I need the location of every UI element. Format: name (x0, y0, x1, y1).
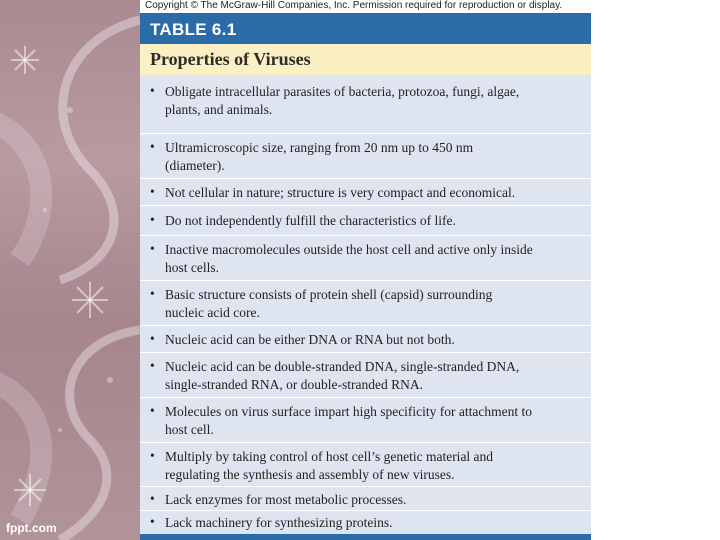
row-text-line: plants, and animals. (165, 101, 273, 117)
bullet-icon: • (150, 448, 155, 463)
row-text-line: Basic structure consists of protein shell (capsid) surrounding (165, 287, 493, 302)
table-label: TABLE 6.1 (140, 13, 591, 44)
bullet-icon: • (150, 83, 155, 98)
row-text-line: Ultramicroscopic size, ranging from 20 nm up to 450 nm (165, 140, 474, 155)
table-row (140, 75, 591, 134)
row-text-line: Not cellular in nature; structure is very compact and economical. (165, 185, 516, 200)
table-row (140, 179, 591, 206)
row-text-line: Inactive macromolecules outside the host cell and active only inside (165, 242, 533, 257)
row-text-line: Multiply by taking control of host cell’s genetic material and (165, 449, 494, 464)
row-text-line: Lack machinery for synthesizing proteins. (165, 515, 393, 530)
copyright-notice: Copyright © The McGraw-Hill Companies, Inc. Permission required for reproduction or display. (145, 0, 563, 11)
table-title: Properties of Viruses (140, 44, 591, 75)
watermark-text: fppt.com (6, 521, 57, 535)
bullet-icon: • (150, 286, 155, 301)
row-text-line: host cell. (165, 421, 214, 437)
table-row (140, 511, 591, 534)
table-row (140, 398, 591, 443)
table-row (140, 487, 591, 511)
bullet-icon: • (150, 212, 155, 227)
row-text-line: Nucleic acid can be either DNA or RNA but not both. (165, 332, 455, 347)
bullet-icon: • (150, 514, 155, 529)
bullet-icon: • (150, 184, 155, 199)
row-text-line: Lack enzymes for most metabolic processes. (165, 492, 407, 507)
decorative-side-panel (0, 0, 140, 540)
table-row (140, 236, 591, 281)
bullet-icon: • (150, 241, 155, 256)
row-text-line: regulating the synthesis and assembly of new viruses. (165, 466, 455, 482)
row-text-line: host cells. (165, 259, 219, 275)
row-text-line: single-stranded RNA, or double-stranded RNA. (165, 376, 423, 392)
table-row (140, 326, 591, 353)
swirl-pattern-icon (0, 0, 140, 540)
row-text-line: (diameter). (165, 157, 225, 173)
table-row (140, 353, 591, 398)
row-text-line: nucleic acid core. (165, 304, 260, 320)
bullet-icon: • (150, 139, 155, 154)
row-text-line: Nucleic acid can be double-stranded DNA, single-stranded DNA, (165, 359, 520, 374)
properties-table (140, 13, 591, 540)
table-row (140, 281, 591, 326)
table-row (140, 134, 591, 179)
bullet-icon: • (150, 331, 155, 346)
bullet-icon: • (150, 491, 155, 506)
bullet-icon: • (150, 403, 155, 418)
bullet-icon: • (150, 358, 155, 373)
table-bottom-rule (140, 534, 591, 540)
table-row (140, 443, 591, 487)
table-row (140, 206, 591, 236)
row-text-line: Obligate intracellular parasites of bacteria, protozoa, fungi, algae, (165, 84, 520, 99)
row-text-line: Do not independently fulfill the characteristics of life. (165, 213, 456, 228)
row-text-line: Molecules on virus surface impart high specificity for attachment to (165, 404, 533, 419)
